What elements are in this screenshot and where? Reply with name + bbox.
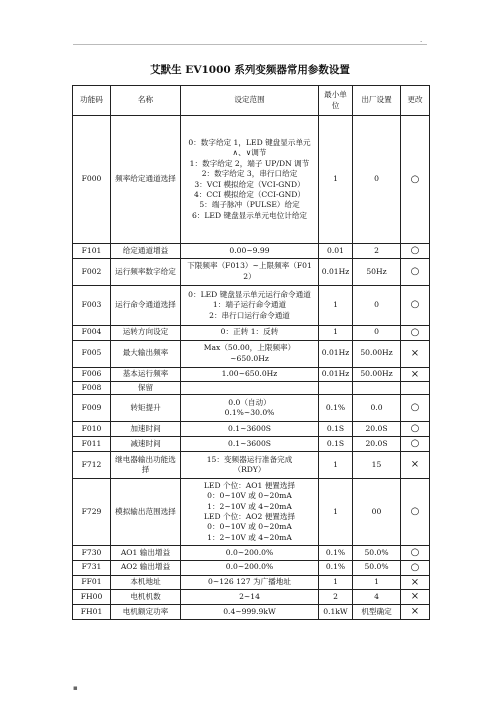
param-range (181, 395, 319, 422)
table-row (73, 367, 430, 382)
param-range (181, 560, 319, 575)
param-name: 电机额定功率 (111, 605, 181, 620)
param-name: 本机地址 (111, 575, 181, 590)
param-name: 运行命令通道选择 (111, 285, 181, 325)
param-name: 加速时间 (111, 422, 181, 437)
header-rule (73, 44, 427, 45)
range-line: 0.0~200.0% (225, 562, 274, 572)
param-change: ○ (401, 395, 430, 422)
range-line: 0.1~3600S (228, 438, 271, 448)
param-change: × (401, 575, 430, 590)
page-title: 艾默生 EV1000 系列变频器常用参数设置 (150, 64, 350, 76)
param-code: F002 (73, 258, 111, 285)
range-line: 15：变频器运行准备完成 (206, 454, 293, 464)
param-name: 保留 (111, 382, 181, 395)
table-row (73, 560, 430, 575)
param-range (181, 575, 319, 590)
param-unit: 0.1% (319, 560, 353, 575)
param-unit: 0.1% (319, 545, 353, 560)
param-code: F010 (73, 422, 111, 437)
range-line: 0~126 127 为广播地址 (208, 577, 291, 587)
range-line: 0.0~200.0% (225, 547, 274, 557)
param-name: 模拟输出范围选择 (111, 478, 181, 545)
param-change: ○ (401, 437, 430, 452)
param-range (181, 325, 319, 340)
range-line: LED 个位：AO1 便置选择 (203, 480, 296, 490)
param-name: 运转方向设定 (111, 325, 181, 340)
table-row (73, 116, 430, 244)
range-line: Max（50.00，上限频率） (203, 343, 296, 353)
param-range (181, 340, 319, 367)
param-unit: 0.01Hz (319, 340, 353, 367)
table-header-row (73, 86, 430, 116)
range-line: ~650.0Hz (230, 353, 269, 363)
param-range (181, 258, 319, 285)
param-code: FF01 (73, 575, 111, 590)
param-range (181, 478, 319, 545)
param-unit: 0.01 (319, 244, 353, 259)
param-name: 基本运行频率 (111, 367, 181, 382)
range-line: 0.1%~30.0% (224, 408, 275, 418)
table-row (73, 258, 430, 285)
param-name: 给定通道增益 (111, 244, 181, 259)
param-unit: 1 (319, 451, 353, 478)
param-range (181, 422, 319, 437)
table-row (73, 395, 430, 422)
header-code: 功能码 (73, 86, 111, 116)
table-row (73, 382, 430, 395)
param-range (181, 382, 319, 395)
range-line: 2：数字给定 3，串行口给定 (201, 169, 298, 179)
param-default: 机型确定 (353, 605, 401, 620)
range-line: 0.00~9.99 (229, 245, 270, 255)
header-range: 设定范围 (181, 86, 319, 116)
range-line: 1：2~10V 或 4~20mA (207, 501, 292, 511)
footer-mark: ▪ (73, 684, 78, 692)
param-change: ○ (401, 116, 430, 244)
param-default: 1 (353, 575, 401, 590)
range-line: 2~14 (239, 592, 260, 602)
param-change: ○ (401, 560, 430, 575)
param-range (181, 244, 319, 259)
table-row (73, 478, 430, 545)
range-line: 1.00~650.0Hz (221, 369, 278, 379)
param-range (181, 605, 319, 620)
param-code: F004 (73, 325, 111, 340)
param-default: 0 (353, 285, 401, 325)
param-unit: 0.01Hz (319, 367, 353, 382)
param-change: × (401, 451, 430, 478)
param-range (181, 437, 319, 452)
range-line: 2：串行口运行命令通道 (209, 310, 290, 320)
param-name: 运行频率数字给定 (111, 258, 181, 285)
param-name: 电机机数 (111, 590, 181, 605)
table-row (73, 325, 430, 340)
param-code: F003 (73, 285, 111, 325)
table-row (73, 244, 430, 259)
param-range (181, 545, 319, 560)
param-unit: 1 (319, 116, 353, 244)
param-name: 减速时间 (111, 437, 181, 452)
range-line: 3：VCI 模拟给定（VCI-GND） (194, 179, 305, 189)
param-change: ○ (401, 325, 430, 340)
param-unit: 0.1kW (319, 605, 353, 620)
header-default: 出厂设置 (353, 86, 401, 116)
param-code: FH00 (73, 590, 111, 605)
param-range (181, 116, 319, 244)
header-mark: . (420, 36, 423, 44)
param-code: F005 (73, 340, 111, 367)
param-change: × (401, 340, 430, 367)
range-line: 0：LED 键盘显示单元运行命令通道 (188, 289, 311, 299)
param-code: FH01 (73, 605, 111, 620)
range-line: 0：0~10V 或 0~20mA (207, 522, 292, 532)
range-line: 1：数字给定 2，端子 UP/DN 调节 (189, 158, 310, 168)
param-change: ○ (401, 285, 430, 325)
param-default: 50.0% (353, 545, 401, 560)
param-unit: 1 (319, 325, 353, 340)
param-default: 0 (353, 325, 401, 340)
param-unit: 1 (319, 478, 353, 545)
param-default: 20.0S (353, 422, 401, 437)
param-name: 转矩提升 (111, 395, 181, 422)
param-name: AO2 输出增益 (111, 560, 181, 575)
param-change: ○ (401, 244, 430, 259)
table-row (73, 437, 430, 452)
param-change: × (401, 605, 430, 620)
param-range (181, 367, 319, 382)
range-line: 0：0~10V 或 0~20mA (207, 491, 292, 501)
param-unit: 1 (319, 575, 353, 590)
param-change: × (401, 590, 430, 605)
param-name: 频率给定通道选择 (111, 116, 181, 244)
table-row (73, 575, 430, 590)
range-line: 6：LED 键盘显示单元电位计给定 (191, 210, 308, 220)
param-default: 0 (353, 116, 401, 244)
param-default (353, 382, 401, 395)
range-line: 1：端子运行命令通道 (212, 300, 287, 310)
param-default: 50.00Hz (353, 340, 401, 367)
table-row (73, 422, 430, 437)
param-default: 50.0% (353, 560, 401, 575)
range-line: LED 个位：AO2 便置选择 (203, 511, 296, 521)
range-line: （RDY） (233, 464, 266, 474)
range-line: 下限频率（F013）~上限频率（F012） (187, 261, 312, 281)
param-default: 00 (353, 478, 401, 545)
table-row (73, 590, 430, 605)
param-unit: 2 (319, 590, 353, 605)
parameter-table (72, 85, 430, 620)
param-change: ○ (401, 422, 430, 437)
range-line: 1：2~10V 或 4~20mA (207, 532, 292, 542)
param-default: 50.00Hz (353, 367, 401, 382)
table-row (73, 605, 430, 620)
table-row (73, 545, 430, 560)
param-name: 继电器输出功能选择 (111, 451, 181, 478)
param-range (181, 285, 319, 325)
param-unit: 1 (319, 285, 353, 325)
table-row (73, 451, 430, 478)
param-code: F000 (73, 116, 111, 244)
param-code: F731 (73, 560, 111, 575)
param-code: F729 (73, 478, 111, 545)
param-unit: 0.01Hz (319, 258, 353, 285)
header-unit: 最小单位 (319, 86, 353, 116)
range-line: 0.0（自动） (228, 397, 271, 407)
param-default: 20.0S (353, 437, 401, 452)
param-unit: 0.1% (319, 395, 353, 422)
param-change (401, 382, 430, 395)
param-code: F006 (73, 367, 111, 382)
range-line: 5：端子脉冲（PULSE）给定 (199, 200, 300, 210)
range-line: 0.4~999.9kW (223, 606, 276, 616)
param-default: 15 (353, 451, 401, 478)
range-line: 0：正转 1：反转 (220, 327, 279, 337)
param-name: AO1 输出增益 (111, 545, 181, 560)
param-code: F101 (73, 244, 111, 259)
param-range (181, 451, 319, 478)
header-change: 更改 (401, 86, 430, 116)
range-line: 0：数字给定 1，LED 键盘显示单元∧、∨调节 (188, 137, 311, 158)
param-code: F008 (73, 382, 111, 395)
param-code: F730 (73, 545, 111, 560)
param-change: ○ (401, 258, 430, 285)
param-range (181, 590, 319, 605)
param-default: 4 (353, 590, 401, 605)
param-code: F011 (73, 437, 111, 452)
param-default: 50Hz (353, 258, 401, 285)
param-unit: 0.1S (319, 437, 353, 452)
table-row (73, 340, 430, 367)
param-default: 2 (353, 244, 401, 259)
param-change: × (401, 367, 430, 382)
param-unit (319, 382, 353, 395)
param-change: ○ (401, 545, 430, 560)
range-line: 0.1~3600S (228, 424, 271, 434)
table-row (73, 285, 430, 325)
range-line: 4：CCI 模拟给定（CCI-GND） (193, 189, 305, 199)
param-unit: 0.1S (319, 422, 353, 437)
param-change: ○ (401, 478, 430, 545)
header-name: 名称 (111, 86, 181, 116)
param-code: F009 (73, 395, 111, 422)
param-code: F712 (73, 451, 111, 478)
param-name: 最大输出频率 (111, 340, 181, 367)
param-default: 0.0 (353, 395, 401, 422)
